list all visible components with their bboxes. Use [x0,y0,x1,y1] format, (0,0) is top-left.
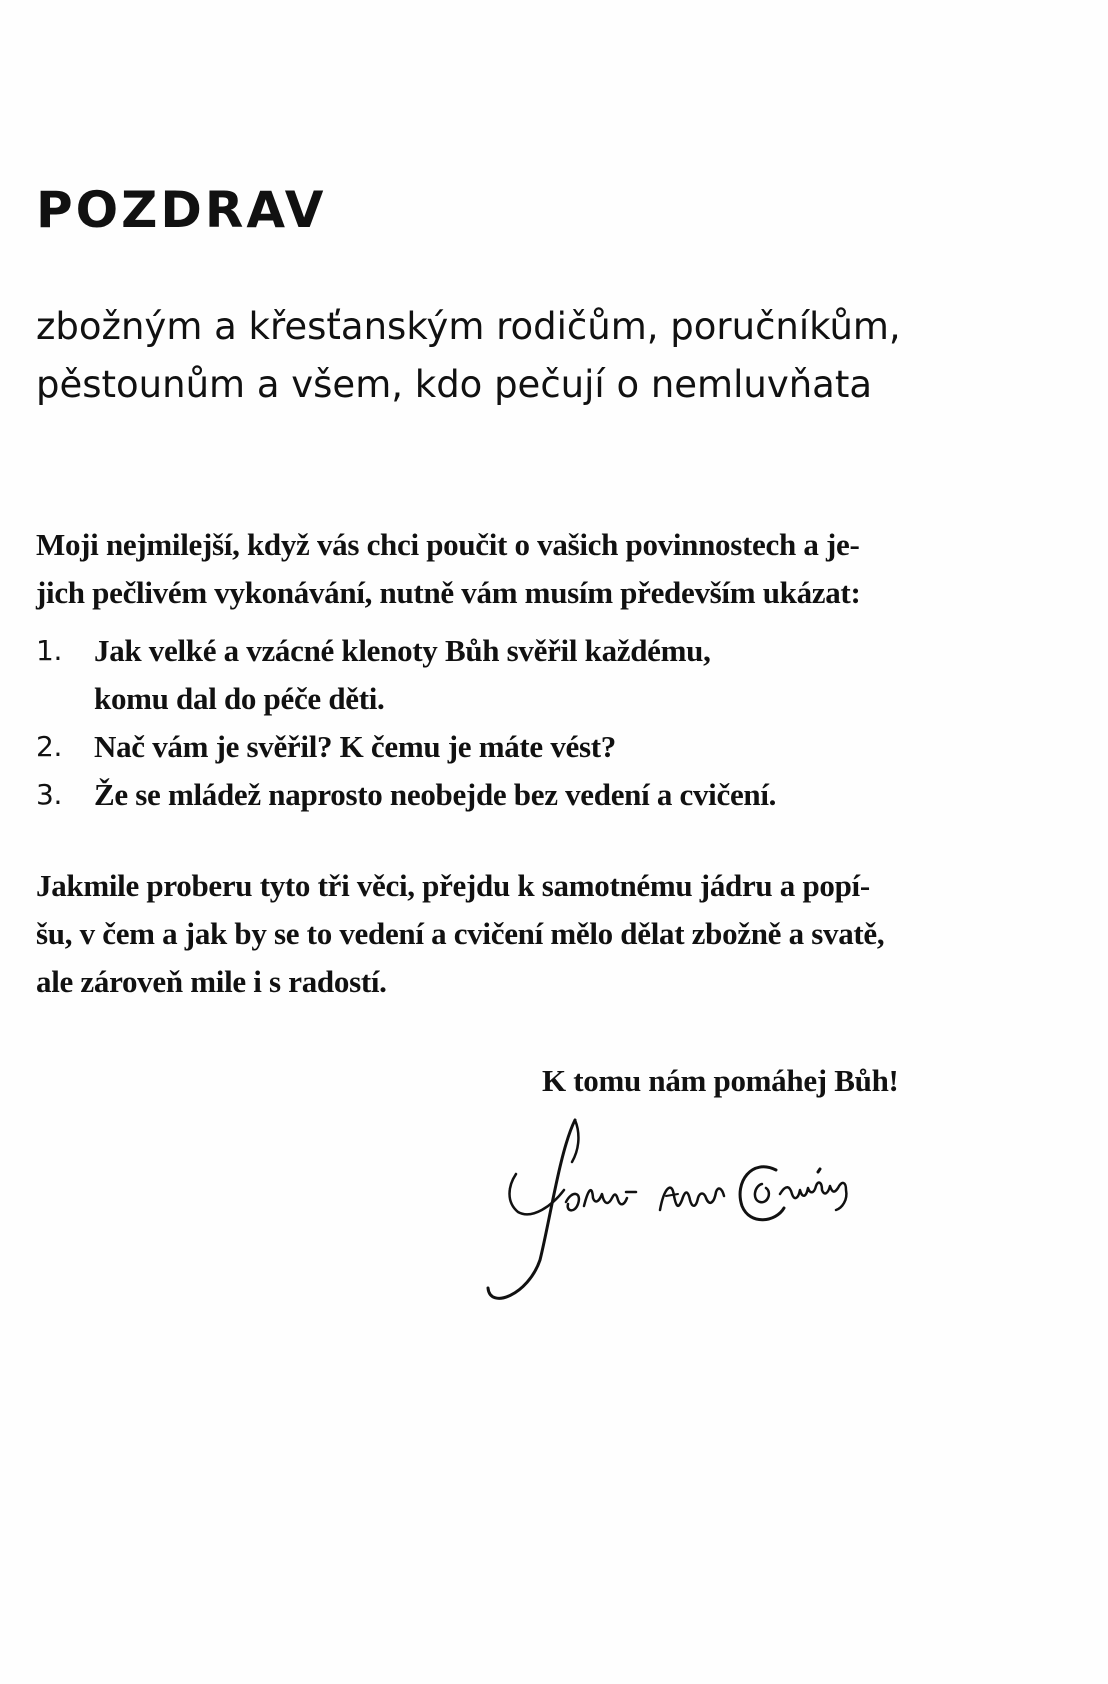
closing-line: ale zároveň mile i s radostí. [36,964,387,999]
list-item [36,627,1046,723]
list-item-number: 2. [36,730,63,763]
subtitle-line: pěstounům a všem, kdo pečují o nemluvňata [36,363,873,406]
list-item-text: komu dal do péče děti. [94,681,385,716]
list-item [36,771,1046,819]
signature-handwriting-icon [480,1110,940,1320]
closing-paragraph [36,862,1046,1006]
numbered-list [36,627,1046,819]
closing-line: šu, v čem a jak by se to vedení a cvičení mělo dělat zbožně a svatě, [36,916,885,951]
closing-line: Jakmile proberu tyto tři věci, přejdu k samotnému jádru a popí- [36,868,870,903]
list-item-text: Jak velké a vzácné klenoty Bůh svěřil každému, [94,633,711,668]
list-item-text: Že se mládež naprosto neobejde bez vedení a cvičení. [94,777,777,812]
page-title: POZDRAV [36,181,327,239]
list-item-number: 3. [36,778,63,811]
list-item-number: 1. [36,634,63,667]
signature [480,1110,940,1320]
subtitle-line: zbožným a křesťanským rodičům, poručníkům, [36,305,901,348]
blessing-line: K tomu nám pomáhej Bůh! [542,1063,899,1098]
intro-line: Moji nejmilejší, když vás chci poučit o vašich povinnostech a je- [36,527,860,562]
intro-line: jich pečlivém vykonávání, nutně vám musím především ukázat: [36,575,861,610]
list-item-text: Nač vám je svěřil? K čemu je máte vést? [94,729,616,764]
signature-text [480,1110,481,1111]
subtitle [36,298,1076,414]
intro-paragraph [36,521,1046,617]
list-item [36,723,1046,771]
